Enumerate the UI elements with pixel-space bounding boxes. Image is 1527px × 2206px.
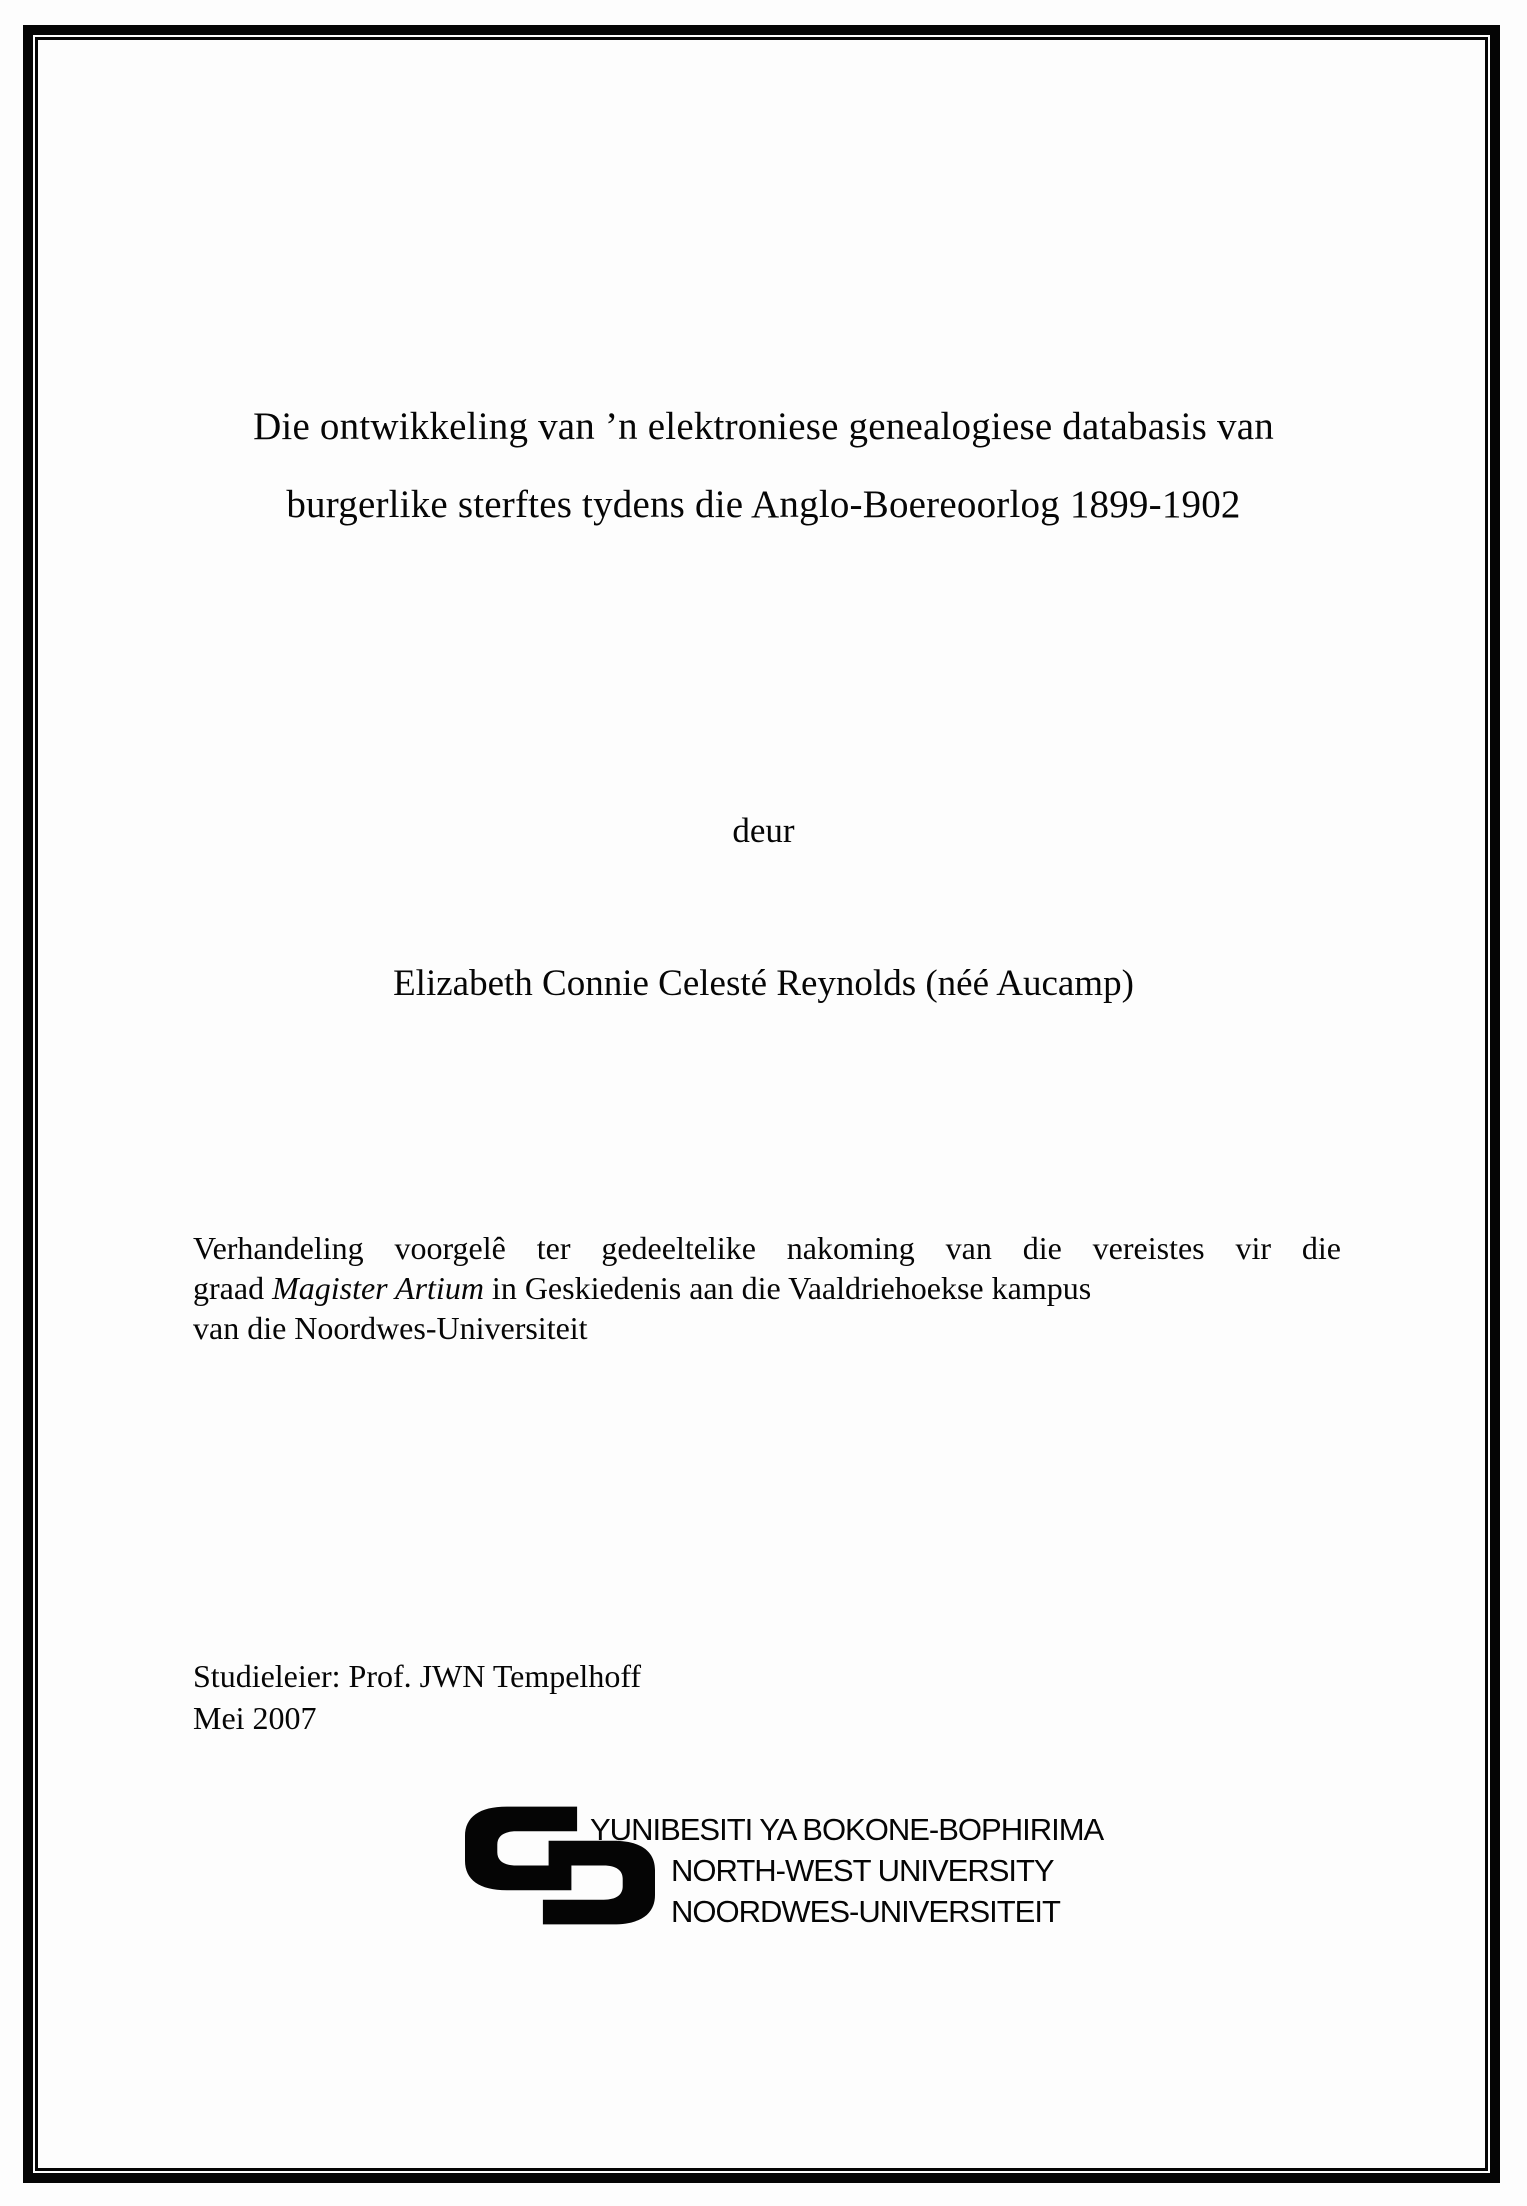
degree-statement-line-3: van die Noordwes-Universiteit: [193, 1310, 588, 1346]
degree-statement-line-2-suffix: in Geskiedenis aan die Vaaldriehoekse kampus: [483, 1270, 1092, 1306]
thesis-title-line-2: burgerlike sterftes tydens die Anglo-Boereoorlog 1899-1902: [286, 483, 1241, 526]
supervisor-block: [193, 1655, 641, 1739]
degree-statement: [193, 1228, 1341, 1348]
author-name: Elizabeth Connie Celesté Reynolds (néé Aucamp): [393, 963, 1134, 1004]
logo-text-english: NORTH-WEST UNIVERSITY: [671, 1853, 1054, 1888]
logo-text-setswana: YUNIBESITI YA BOKONE-BOPHIRIMA: [590, 1812, 1104, 1847]
university-logo: [465, 1803, 1105, 1938]
thesis-title-line-1: Die ontwikkeling van ’n elektroniese genealogiese databasis van: [253, 405, 1274, 448]
degree-name-italic: Magister Artium: [272, 1270, 484, 1306]
byline-label: deur: [732, 811, 795, 850]
date-line: Mei 2007: [193, 1700, 317, 1736]
supervisor-line: Studieleier: Prof. JWN Tempelhoff: [193, 1658, 642, 1694]
thesis-title: [0, 388, 1527, 544]
degree-statement-line-2-prefix: graad: [193, 1270, 273, 1306]
university-logo-text: [590, 1809, 1103, 1932]
logo-text-afrikaans: NOORDWES-UNIVERSITEIT: [671, 1894, 1060, 1929]
degree-statement-line-1: Verhandeling voorgelê ter gedeeltelike nakoming van die vereistes vir die: [193, 1230, 1341, 1266]
degree-statement-line-2: [193, 1268, 1341, 1308]
